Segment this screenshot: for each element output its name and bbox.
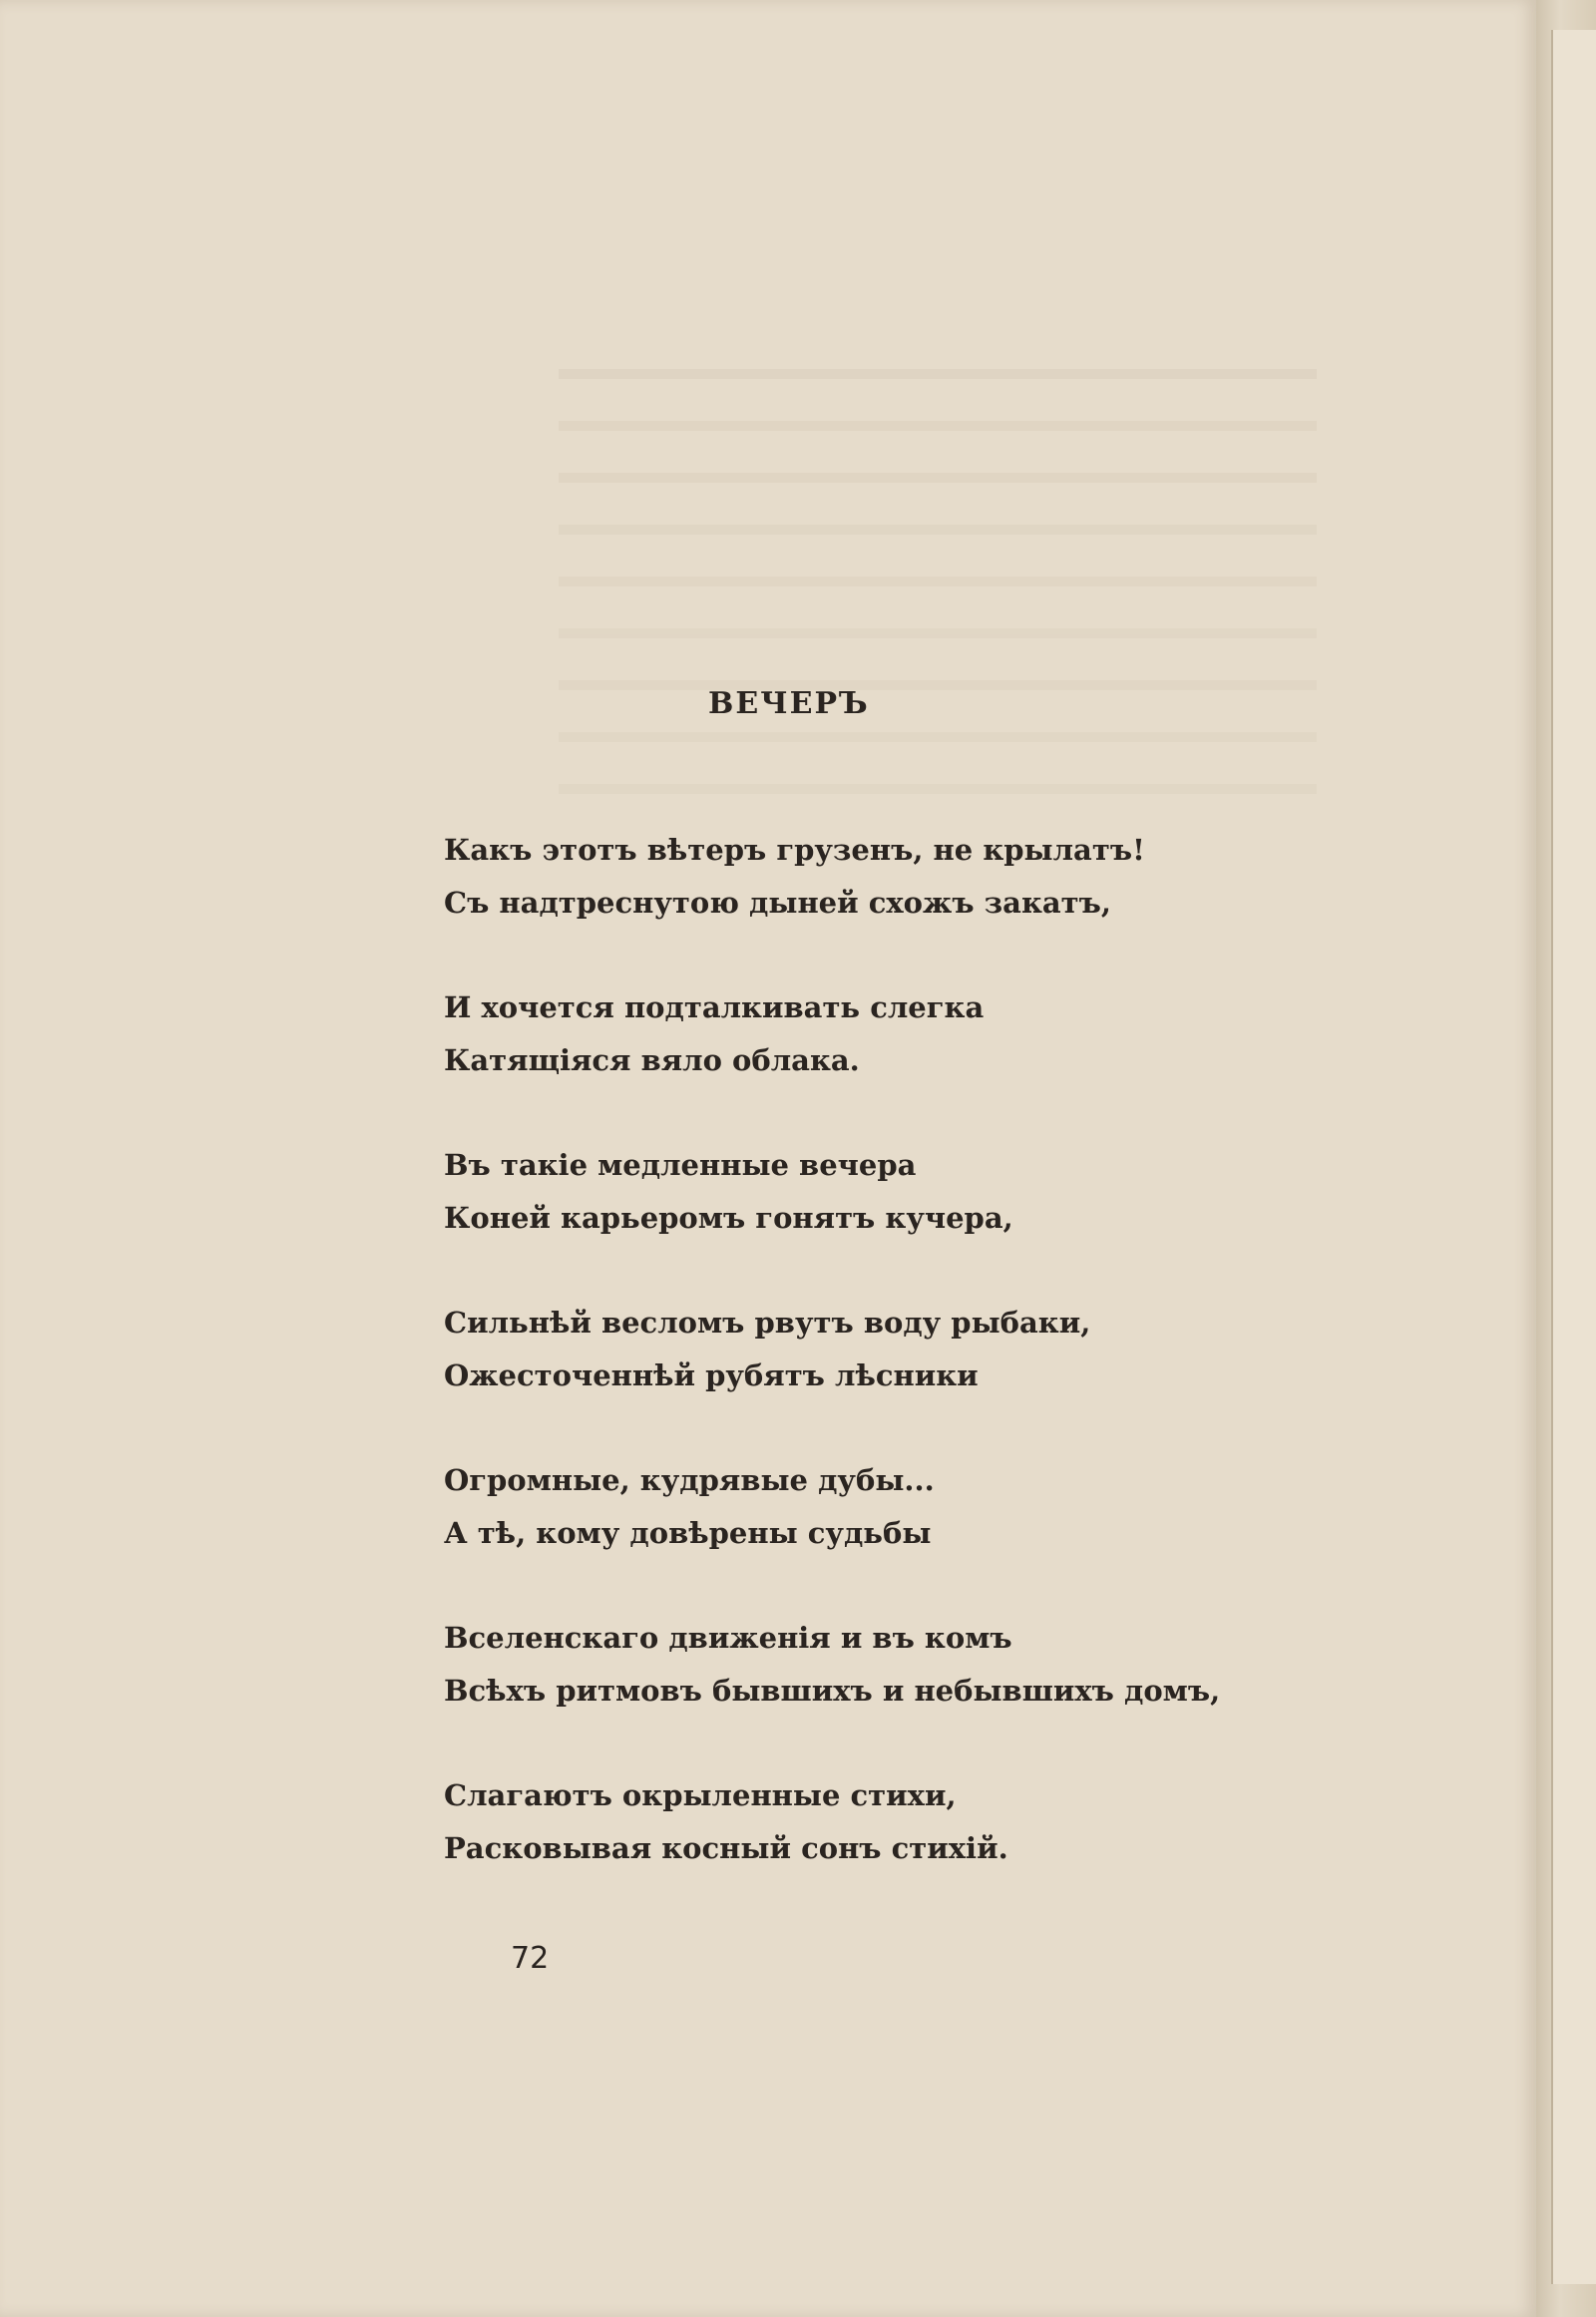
poem-line: Въ такіе медленные вечера (444, 1148, 917, 1182)
poem-line: Всѣхъ ритмовъ бывшихъ и небывшихъ домъ, (444, 1674, 1221, 1708)
next-page-sheet (1551, 30, 1596, 2284)
poem-line: Ожесточеннѣй рубятъ лѣсники (444, 1358, 979, 1392)
poem-line: Расковывая косный сонъ стихій. (444, 1831, 1008, 1865)
stanza-3 (444, 1139, 1013, 1245)
poem-line: Съ надтреснутою дыней схожъ закатъ, (444, 886, 1111, 920)
poem-line: Сильнѣй весломъ рвутъ воду рыбаки, (444, 1306, 1091, 1340)
stanza-2 (444, 981, 984, 1087)
show-through-text (559, 349, 1317, 808)
poem-line: Какъ этотъ вѣтеръ грузенъ, не крылатъ! (444, 833, 1145, 867)
stanza-4 (444, 1297, 1090, 1402)
poem-line: А тѣ, кому довѣрены судьбы (444, 1516, 932, 1550)
poem-line: Огромные, кудрявые дубы... (444, 1463, 935, 1497)
poem-line: Катящіяся вяло облака. (444, 1043, 860, 1077)
poem-line: Коней карьеромъ гонятъ кучера, (444, 1201, 1013, 1235)
stanza-5 (444, 1454, 935, 1560)
stanza-6 (444, 1612, 1220, 1718)
poem-title: ВЕЧЕРЪ (708, 686, 870, 721)
poem-line: И хочется подталкивать слегка (444, 990, 985, 1024)
stanza-7 (444, 1769, 1008, 1875)
stanza-1 (444, 824, 1145, 930)
page-number: 72 (511, 1941, 550, 1976)
poem-line: Слагаютъ окрыленные стихи, (444, 1778, 957, 1812)
poem-line: Вселенскаго движенія и въ комъ (444, 1621, 1012, 1655)
